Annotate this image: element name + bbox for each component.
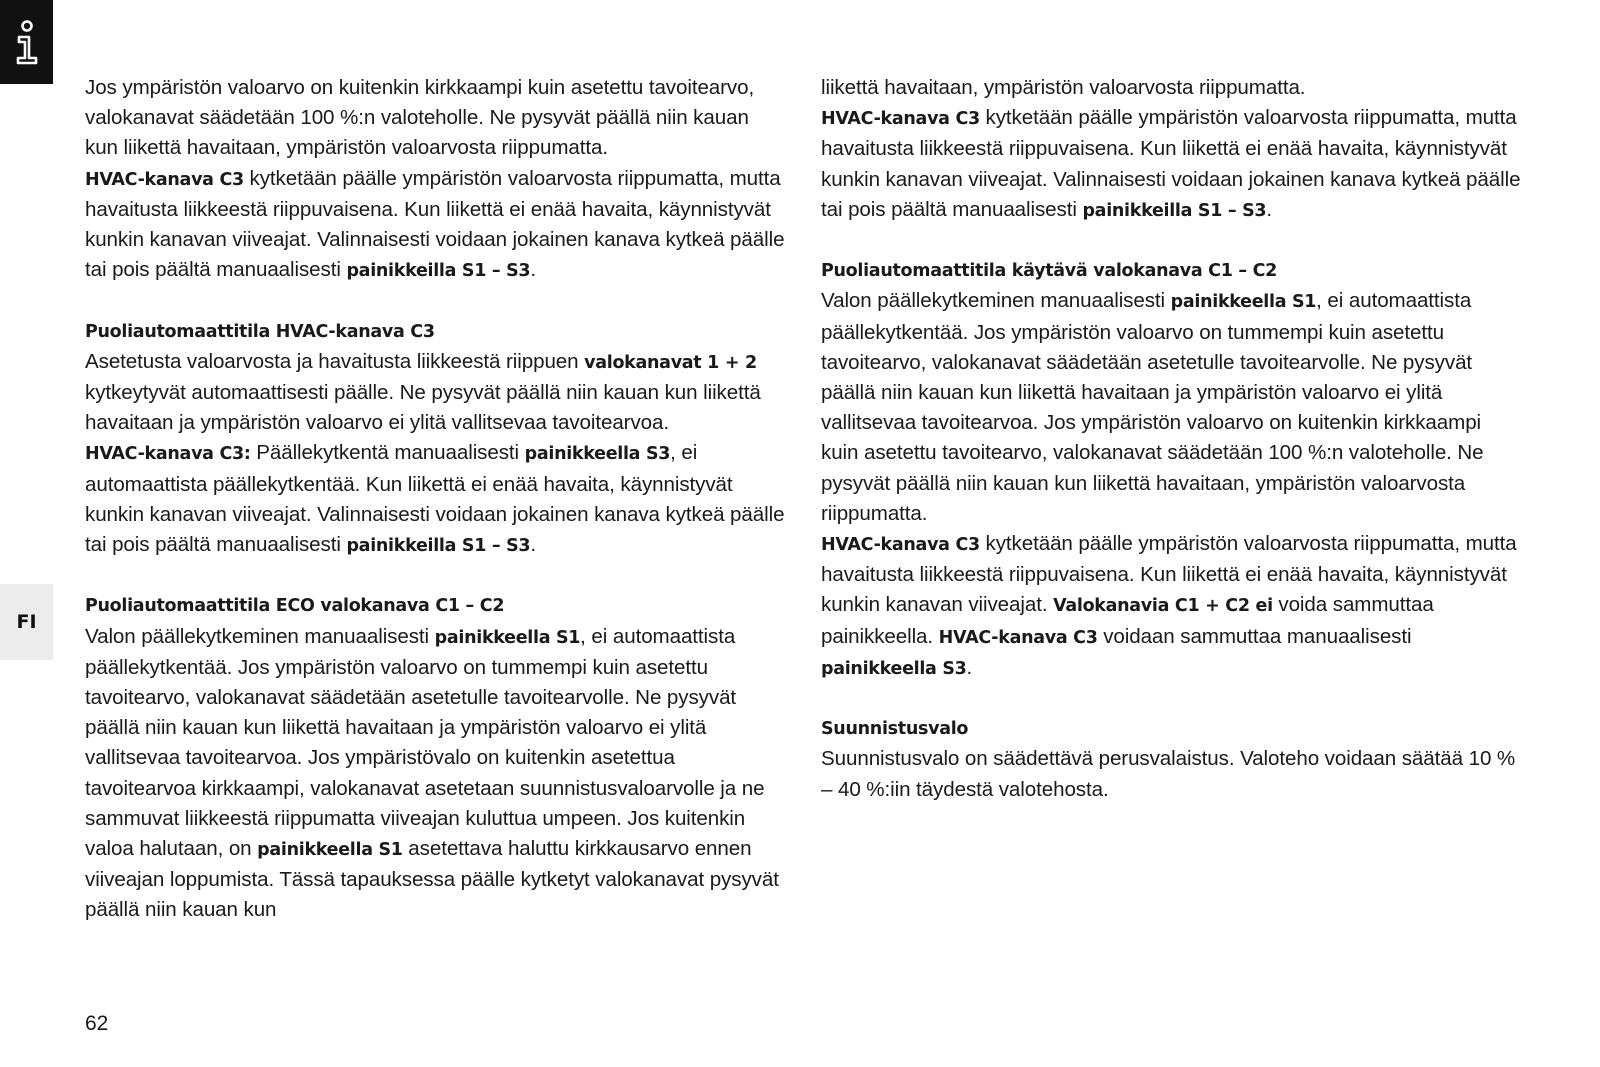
language-label: FI	[16, 611, 37, 633]
paragraph: Valon päällekytkeminen manuaalisesti painikkeella S1, ei automaattista päällekytkentää. Jos ympäristön valoarvo on tummempi kuin asetettu tavoitearvo, valokanavat säädetään asetetulle tavoitearvolle. Ne pysyvät päällä niin kauan kun liikettä havaitaan ja ympäristön valoarvo ei ylitä vallitsevaa tavoitearvoa. Jos ympäristövalo on kuitenkin asetettua tavoitearvoa kirkkaampi, valokanavat asetetaan suunnistusvaloarvolle ja ne sammuvat liikkeestä riippumatta viiveajan kuluttua umpeen. Jos kuitenkin valoa halutaan, on painikkeella S1 asetettava haluttu kirkkausarvo ennen viiveajan loppumista. Tässä tapauksessa päälle kytketyt valokanavat pysyvät päällä niin kauan kun	[85, 624, 779, 922]
paragraph: Jos ympäristön valoarvo on kuitenkin kirkkaampi kuin asetettu tavoitearvo, valokanavat säädetään 100 %:n valoteholle. Ne pysyvät päällä niin kauan kun liikettä havaitaan, ympäristön valoarvosta riippumatta.	[85, 76, 755, 160]
language-tab	[0, 584, 53, 660]
paragraph: HVAC-kanava C3 kytketään päälle ympäristön valoarvosta riippumatta, mutta havaitusta liikkeestä riippuvaisena. Kun liikettä ei enää havaita, käynnistyvät kunkin kanavan viiveajat. Valinnaisesti voidaan jokainen kanava kytkeä päälle tai pois päältä manuaalisesti painikkeilla S1 – S3.	[821, 106, 1521, 221]
section-heading: Puoliautomaattitila HVAC-kanava C3	[85, 321, 435, 342]
section-heading: Suunnistusvalo	[821, 719, 969, 740]
paragraph: HVAC-kanava C3 kytketään päälle ympäristön valoarvosta riippumatta, mutta havaitusta liikkeestä riippuvaisena. Kun liikettä ei enää havaita, käynnistyvät kunkin kanavan viiveajat. Valokanavia C1 + C2 ei voida sammuttaa painikkeella. HVAC-kanava C3 voidaan sammuttaa manuaalisesti painikkeella S3.	[821, 532, 1517, 679]
section-heading: Puoliautomaattitila käytävä valokanava C1 – C2	[821, 261, 1278, 282]
paragraph: HVAC-kanava C3: Päällekytkentä manuaalisesti painikkeella S3, ei automaattista päällekytkentää. Kun liikettä ei enää havaita, käynnistyvät kunkin kanavan viiveajat. Valinnaisesti voidaan jokainen kanava kytkeä päälle tai pois päältä manuaalisesti painikkeilla S1 – S3.	[85, 441, 785, 557]
info-icon	[10, 20, 44, 66]
paragraph: Valon päällekytkeminen manuaalisesti painikkeella S1, ei automaattista päällekytkentää. Jos ympäristön valoarvo on tummempi kuin asetettu tavoitearvo, valokanavat säädetään asetetulle tavoitearvolle. Ne pysyvät päällä niin kauan kun liikettä havaitaan ja ympäristön valoarvo ei ylitä vallitsevaa tavoitearvoa. Jos ympäristön valoarvo on kuitenkin kirkkaampi kuin asetettu tavoitearvo, valokanavat säädetään 100 %:n valoteholle. Ne pysyvät päällä niin kauan kun liikettä havaitaan, ympäristön valoarvosta riippumatta.	[821, 289, 1484, 525]
right-column	[821, 73, 1521, 805]
paragraph: Suunnistusvalo on säädettävä perusvalaistus. Valoteho voidaan säätää 10 % – 40 %:iin täydestä valotehosta.	[821, 747, 1516, 801]
left-column	[85, 73, 785, 926]
info-tab	[0, 0, 53, 84]
section-heading: Puoliautomaattitila ECO valokanava C1 – C2	[85, 596, 505, 617]
paragraph: HVAC-kanava C3 kytketään päälle ympäristön valoarvosta riippumatta, mutta havaitusta liikkeestä riippuvaisena. Kun liikettä ei enää havaita, käynnistyvät kunkin kanavan viiveajat. Valinnaisesti voidaan jokainen kanava kytkeä päälle tai pois päältä manuaalisesti painikkeilla S1 – S3.	[85, 166, 785, 282]
paragraph: Asetetusta valoarvosta ja havaitusta liikkeestä riippuen valokanavat 1 + 2 kytkeytyvät automaattisesti päälle. Ne pysyvät päällä niin kauan kun liikettä havaitaan ja ympäristön valoarvo ei ylitä vallitsevaa tavoitearvoa.	[85, 349, 761, 435]
paragraph: liikettä havaitaan, ympäristön valoarvosta riippumatta.	[821, 76, 1306, 99]
page-number: 62	[85, 1012, 109, 1035]
